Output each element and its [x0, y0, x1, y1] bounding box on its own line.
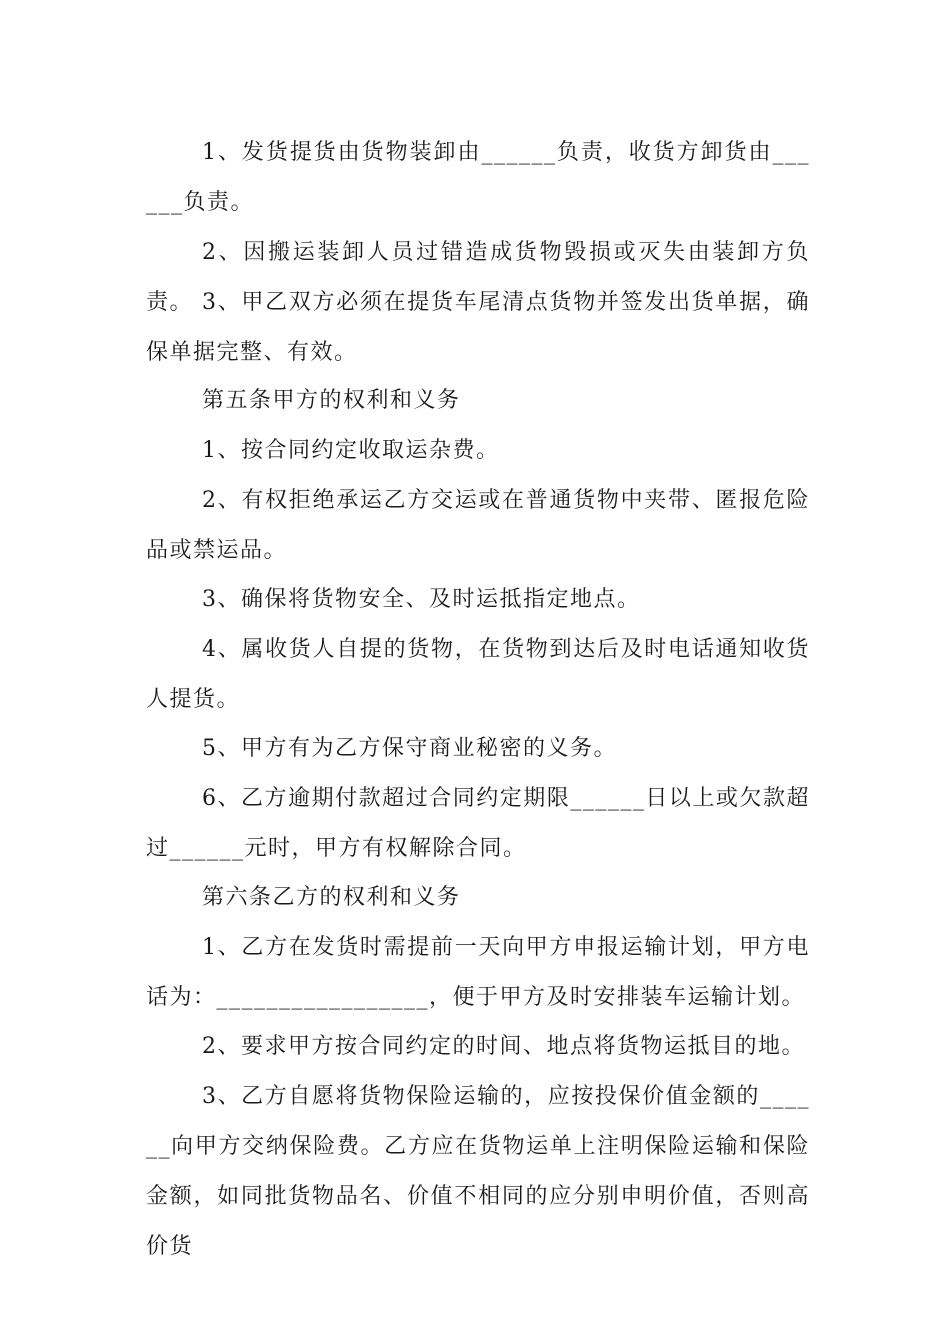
article-5-item-3: 3、确保将货物安全、及时运抵指定地点。 — [202, 587, 641, 612]
clause-4-item-2: 2、因搬运装卸人员过错造成货物毁损或灭失由装卸方负责。 — [146, 240, 810, 315]
article-6-item-3: 3、乙方自愿将货物保险运输的，应按投保价值金额的______向甲方交纳保险费。乙方应在货物运单上注明保险运输和保险金额，如同批货物品名、价值不相同的应分别申明价值，否则高价货 — [146, 1084, 810, 1259]
article-5-heading: 第五条甲方的权利和义务 — [202, 388, 461, 413]
clause-4-item-3: 3、甲乙双方必须在提货车尾清点货物并签发出货单据，确保单据完整、有效。 — [146, 290, 810, 365]
article-5-item-5: 5、甲方有为乙方保守商业秘密的义务。 — [202, 736, 617, 761]
article-5-item-4: 4、属收货人自提的货物，在货物到达后及时电话通知收货人提货。 — [146, 637, 810, 712]
article-6-heading: 第六条乙方的权利和义务 — [202, 885, 461, 910]
article-6-item-1: 1、乙方在发货时需提前一天向甲方申报运输计划，甲方电话为：_________________，便于甲方及时安排装车运输计划。 — [146, 935, 810, 1010]
article-5-item-2: 2、有权拒绝承运乙方交运或在普通货物中夹带、匿报危险品或禁运品。 — [146, 488, 810, 563]
article-5-item-6: 6、乙方逾期付款超过合同约定期限______日以上或欠款超过______元时，甲方有权解除合同。 — [146, 786, 810, 861]
article-6-item-2: 2、要求甲方按合同约定的时间、地点将货物运抵目的地。 — [202, 1034, 805, 1059]
clause-4-item-1: 1、发货提货由货物装卸由______负责，收货方卸货由______负责。 — [146, 140, 810, 215]
article-5-item-1: 1、按合同约定收取运杂费。 — [202, 438, 500, 463]
